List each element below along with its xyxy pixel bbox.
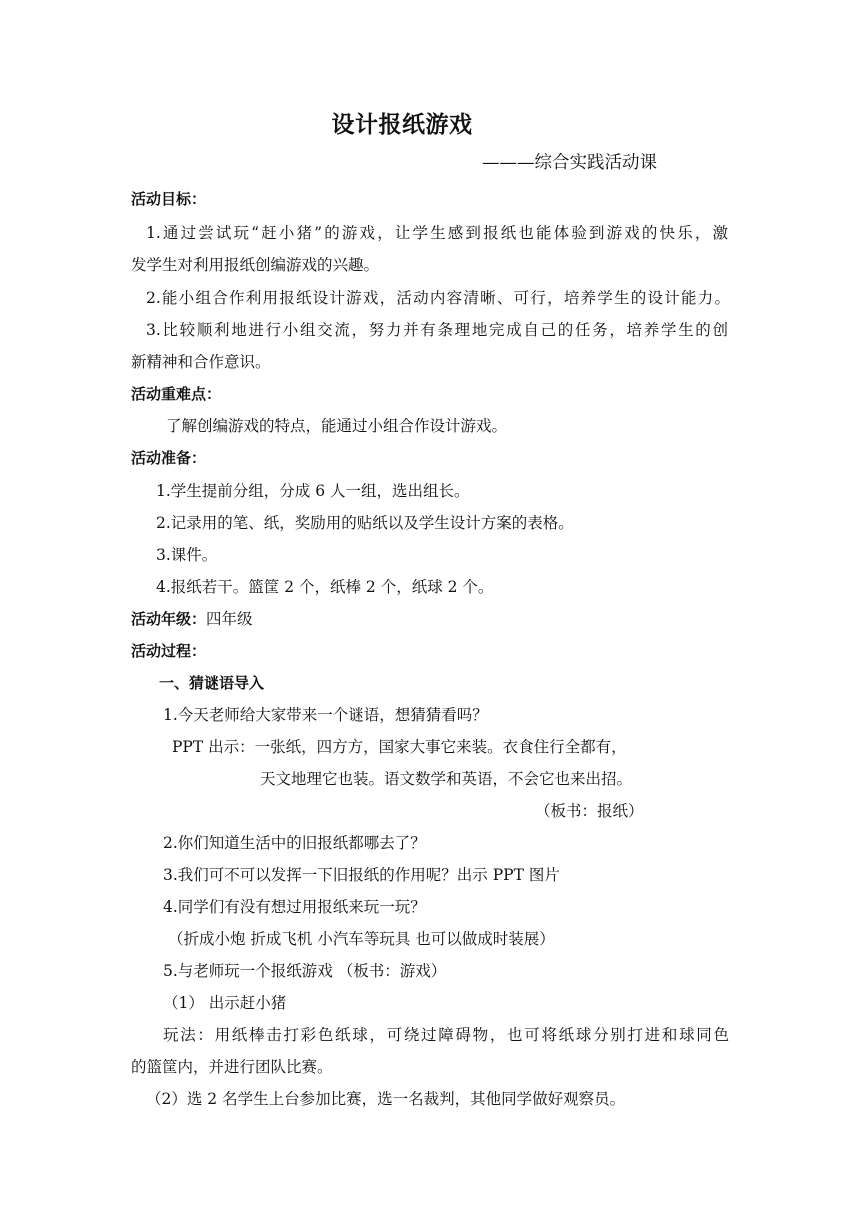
ppt-riddle-line-1: PPT 出示：一张纸，四方方，国家大事它来装。衣食住行全都有， bbox=[172, 738, 627, 756]
prep-item-1: 1.学生提前分组，分成 6 人一组，选出组长。 bbox=[156, 482, 470, 500]
rules-line-1: 玩法：用纸棒击打彩色纸球，可绕过障碍物，也可将纸球分别打进和球同色 bbox=[163, 1026, 729, 1044]
goal-1-line-1: 1.通过尝试玩“赶小猪”的游戏，让学生感到报纸也能体验到游戏的快乐，激 bbox=[146, 224, 728, 242]
prep-item-3: 3.课件。 bbox=[156, 546, 218, 564]
prep-heading: 活动准备： bbox=[131, 449, 207, 467]
step-5: 5.与老师玩一个报纸游戏 （板书：游戏） bbox=[163, 962, 447, 980]
goal-3-line-2: 新精神和合作意识。 bbox=[131, 353, 271, 371]
keypoints-heading: 活动重难点： bbox=[131, 385, 222, 403]
document-title: 设计报纸游戏 bbox=[331, 112, 473, 138]
step-2: 2.你们知道生活中的旧报纸都哪去了？ bbox=[163, 834, 426, 852]
goal-1-line-2: 发学生对利用报纸创编游戏的兴趣。 bbox=[131, 256, 380, 274]
board-note-1: （板书：报纸） bbox=[535, 802, 644, 820]
keypoints-text: 了解创编游戏的特点，能通过小组合作设计游戏。 bbox=[166, 417, 508, 435]
process-heading: 活动过程： bbox=[131, 642, 207, 660]
goal-2: 2.能小组合作利用报纸设计游戏，活动内容清晰、可行，培养学生的设计能力。 bbox=[146, 289, 730, 307]
step-3: 3.我们可不可以发挥一下旧报纸的作用呢？出示 PPT 图片 bbox=[163, 866, 560, 884]
goals-heading: 活动目标： bbox=[131, 190, 207, 208]
section-1-heading: 一、猜谜语导入 bbox=[159, 674, 265, 692]
step-4-answer: （折成小炮 折成飞机 小汽车等玩具 也可以做成时装展） bbox=[168, 930, 555, 948]
step-4: 4.同学们有没有想过用报纸来玩一玩？ bbox=[163, 898, 426, 916]
goal-3-line-1: 3.比较顺利地进行小组交流，努力并有条理地完成自己的任务，培养学生的创 bbox=[146, 321, 728, 339]
grade-text: 四年级 bbox=[206, 610, 253, 628]
document-subtitle: ———综合实践活动课 bbox=[482, 153, 657, 173]
ppt-riddle-line-2: 天文地理它也装。语文数学和英语，不会它也来出招。 bbox=[260, 770, 633, 788]
sub-step-2: （2）选 2 名学生上台参加比赛，选一名裁判，其他同学做好观察员。 bbox=[146, 1090, 626, 1108]
rules-line-2: 的篮筐内，并进行团队比赛。 bbox=[131, 1058, 333, 1076]
prep-item-2: 2.记录用的笔、纸，奖励用的贴纸以及学生设计方案的表格。 bbox=[156, 514, 574, 532]
prep-item-4: 4.报纸若干。篮筐 2 个，纸棒 2 个，纸球 2 个。 bbox=[156, 578, 494, 596]
grade-line bbox=[131, 609, 253, 629]
sub-step-1: （1） 出示赶小猪 bbox=[163, 994, 287, 1012]
step-1: 1.今天老师给大家带来一个谜语，想猜猜看吗？ bbox=[163, 706, 488, 724]
grade-heading: 活动年级： bbox=[131, 610, 207, 628]
